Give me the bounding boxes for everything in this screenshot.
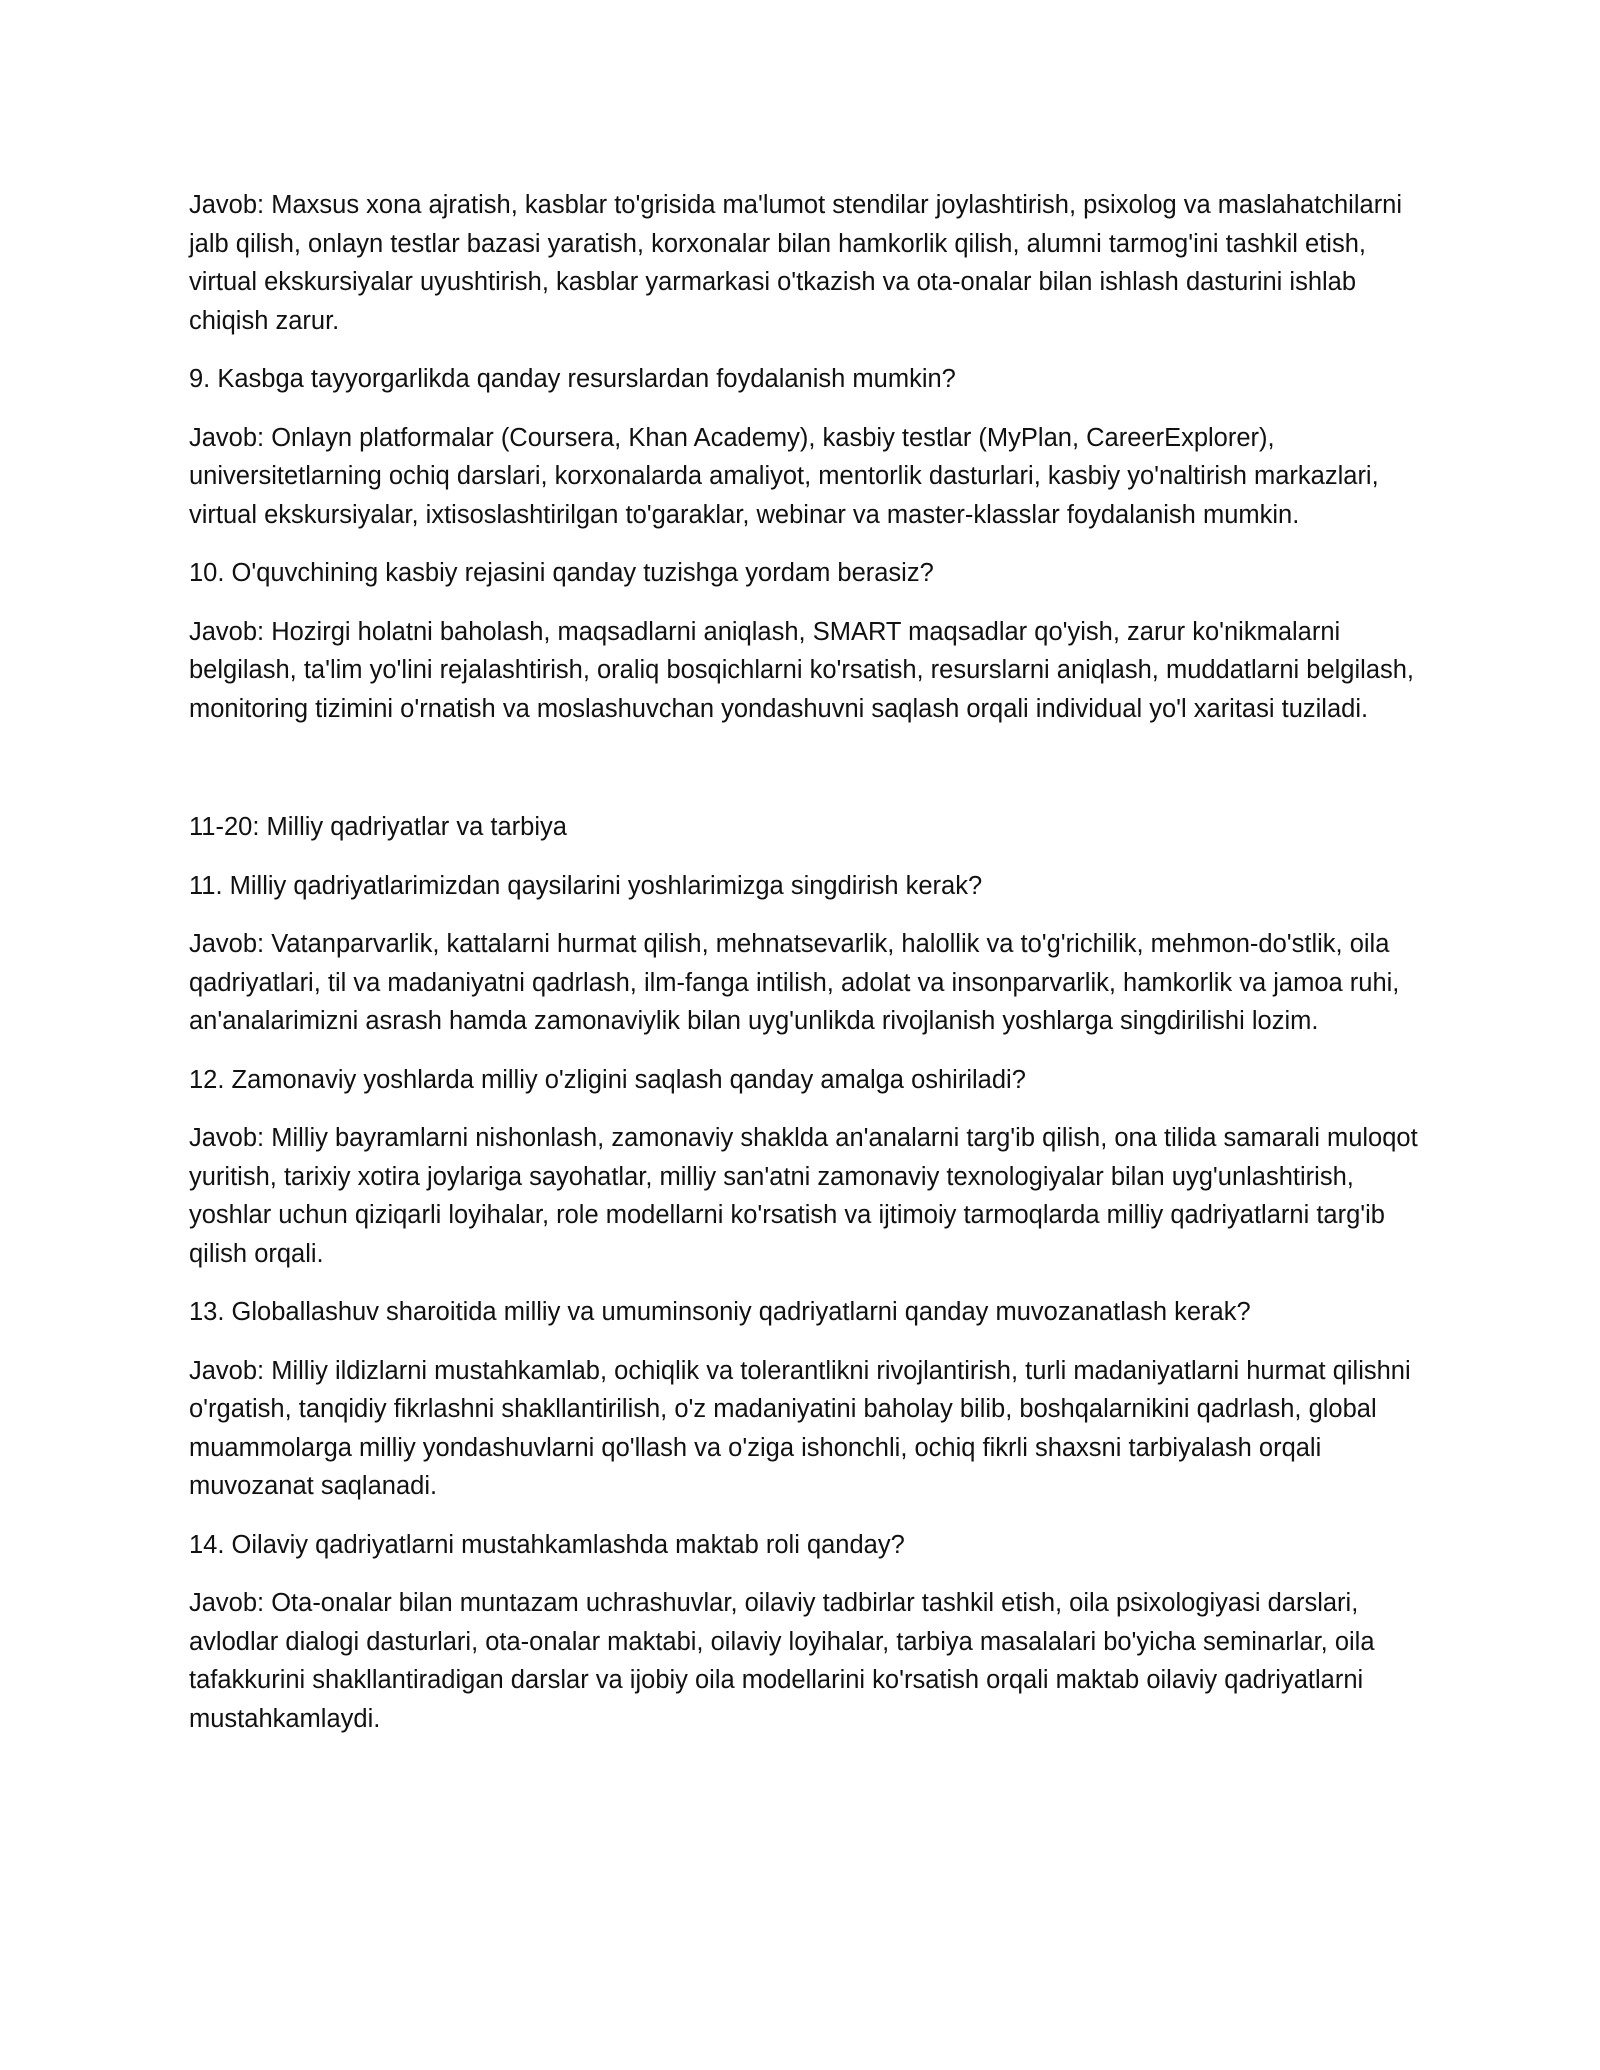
answer-paragraph: Javob: Vatanparvarlik, kattalarni hurmat qilish, mehnatsevarlik, halollik va to'g'richilik, mehmon-do'stlik, oila qadriyatlari, til va madaniyatni qadrlash, ilm-fanga intilish, adolat va insonparvarlik, hamkorlik va jamoa ruhi, an'analarimizni asrash hamda zamonaviylik bilan uyg'unlikda rivojlanish yoshlarga singdirilishi lozim. (189, 930, 1400, 1035)
answer-paragraph: Javob: Milliy ildizlarni mustahkamlab, ochiqlik va tolerantlikni rivojlantirish, turli madaniyatlarni hurmat qilishni o'rgatish, tanqidiy fikrlashni shakllantirilish, o'z madaniyatini baholay bilib, boshqalarnikini qadrlash, global muammolarga milliy yondashuvlarni qo'llash va o'ziga ishonchli, ochiq fikrli shaxsni tarbiyalash orqali muvozanat saqlanadi. (189, 1356, 1411, 1500)
question-heading: 14. Oilaviy qadriyatlarni mustahkamlashda maktab roli qanday? (189, 1530, 905, 1559)
answer-paragraph: Javob: Milliy bayramlarni nishonlash, zamonaviy shaklda an'analarni targ'ib qilish, ona tilida samarali muloqot yuritish, tarixiy xotira joylariga sayohatlar, milliy san'atni zamonaviy texnologiyalar bilan uyg'unlashtirish, yoshlar uchun qiziqarli loyihalar, role modellarni ko'rsatish va ijtimoiy tarmoqlarda milliy qadriyatlarni targ'ib qilish orqali. (189, 1124, 1418, 1268)
question-heading: 10. O'quvchining kasbiy rejasini qanday tuzishga yordam berasiz? (189, 559, 934, 587)
answer-paragraph: Javob: Onlayn platformalar (Coursera, Khan Academy), kasbiy testlar (MyPlan, CareerExplorer), universitetlarning ochiq darslari, korxonalarda amaliyot, mentorlik dasturlari, kasbiy yo'naltirish markazlari, virtual ekskursiyalar, ixtisoslashtirilgan to'garaklar, webinar va master-klasslar foydalanish mumkin. (189, 423, 1379, 529)
section-spacer (189, 748, 1419, 808)
question-heading: 9. Kasbga tayyorgarlikda qanday resurslardan foydalanish mumkin? (189, 365, 956, 393)
section-heading: 11-20: Milliy qadriyatlar va tarbiya (189, 813, 567, 841)
document-page (189, 186, 1419, 1758)
answer-paragraph: Javob: Maxsus xona ajratish, kasblar to'grisida ma'lumot stendilar joylashtirish, psixolog va maslahatchilarni jalb qilish, onlayn testlar bazasi yaratish, korxonalar bilan hamkorlik qilish, alumni tarmog'ini tashkil etish, virtual ekskursiyalar uyushtirish, kasblar yarmarkasi o'tkazish va ota-onalar bilan ishlash dasturini ishlab chiqish zarur. (189, 191, 1403, 335)
answer-paragraph: Javob: Hozirgi holatni baholash, maqsadlarni aniqlash, SMART maqsadlar qo'yish, zarur ko'nikmalarni belgilash, ta'lim yo'lini rejalashtirish, oraliq bosqichlarni ko'rsatish, resurslarni aniqlash, muddatlarni belgilash, monitoring tizimini o'rnatish va moslashuvchan yondashuvni saqlash orqali individual yo'l xaritasi tuziladi. (189, 617, 1415, 723)
question-heading: 12. Zamonaviy yoshlarda milliy o'zligini saqlash qanday amalga oshiriladi? (189, 1065, 1026, 1094)
question-heading: 13. Globallashuv sharoitida milliy va umuminsoniy qadriyatlarni qanday muvozanatlash kerak? (189, 1298, 1251, 1326)
question-heading: 11. Milliy qadriyatlarimizdan qaysilarini yoshlarimizga singdirish kerak? (189, 871, 983, 900)
answer-paragraph: Javob: Ota-onalar bilan muntazam uchrashuvlar, oilaviy tadbirlar tashkil etish, oila psixologiyasi darslari, avlodlar dialogi dasturlari, ota-onalar maktabi, oilaviy loyihalar, tarbiya masalalari bo'yicha seminarlar, oila tafakkurini shakllantiradigan darslar va ijobiy oila modellarini ko'rsatish orqali maktab oilaviy qadriyatlarni mustahkamlaydi. (189, 1589, 1375, 1733)
